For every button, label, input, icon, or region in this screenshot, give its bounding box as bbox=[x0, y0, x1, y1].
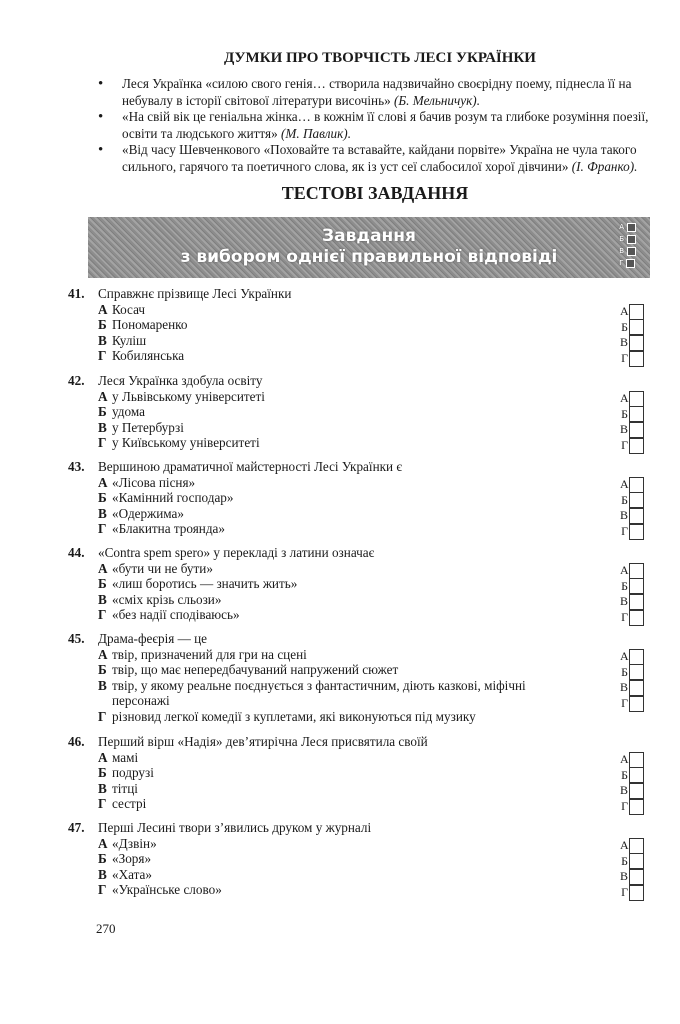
answer-option bbox=[68, 765, 578, 781]
answer-option bbox=[68, 490, 578, 506]
option-letter: Г bbox=[98, 882, 107, 898]
answer-option bbox=[68, 389, 578, 405]
answer-option bbox=[68, 851, 578, 867]
answer-option bbox=[68, 521, 578, 537]
answer-option bbox=[68, 592, 578, 608]
option-letter: Г bbox=[98, 796, 107, 812]
option-text: мамі bbox=[112, 749, 139, 765]
answer-box-letter: Б bbox=[621, 578, 628, 593]
answer-box-letter: Б bbox=[621, 406, 628, 421]
option-text: подрузі bbox=[112, 765, 154, 781]
answer-box-row bbox=[620, 854, 644, 870]
option-letter: Г bbox=[98, 607, 107, 623]
answer-checkbox[interactable] bbox=[629, 524, 644, 540]
option-letter: В bbox=[98, 591, 107, 607]
answer-box-row bbox=[620, 665, 644, 681]
answer-checkbox[interactable] bbox=[629, 319, 644, 335]
option-text: у Львівському університеті bbox=[112, 388, 265, 404]
answer-box-letter: В bbox=[620, 422, 629, 437]
answer-checkbox[interactable] bbox=[629, 335, 644, 351]
answer-box-row bbox=[620, 351, 644, 367]
question bbox=[68, 820, 648, 898]
answer-checkbox[interactable] bbox=[629, 477, 644, 493]
opinions-title: ДУМКИ ПРО ТВОРЧІСТЬ ЛЕСІ УКРАЇНКИ bbox=[224, 50, 536, 66]
answer-checkbox[interactable] bbox=[629, 594, 644, 610]
answer-option bbox=[68, 506, 578, 522]
answer-box-letter: В bbox=[620, 594, 629, 609]
option-text: Кобилянська bbox=[112, 348, 185, 364]
answer-option bbox=[68, 420, 578, 436]
answer-box-row bbox=[620, 438, 644, 454]
answer-box-letter: Г bbox=[621, 350, 628, 365]
quote-text: «Від часу Шевченкового «Поховайте та вставайте, кайдани порвіте» Україна не чула такого сильного, гарячого та поетичного слова, як із уст сеї слабосилої хорої дівчини» bbox=[122, 142, 637, 174]
task-type-banner bbox=[88, 217, 650, 278]
answer-option bbox=[68, 607, 578, 623]
answer-box-row bbox=[620, 477, 644, 493]
answer-box-letter: А bbox=[620, 304, 629, 318]
option-text: різновид легкої комедії з куплетами, які виконуються під музику bbox=[112, 708, 476, 724]
option-text: «Блакитна троянда» bbox=[112, 521, 226, 537]
option-text: Косач bbox=[112, 301, 146, 317]
answer-checkbox[interactable] bbox=[629, 783, 644, 799]
answer-box-row bbox=[620, 752, 644, 768]
answer-box-row bbox=[620, 799, 644, 815]
option-letter: Г bbox=[98, 435, 107, 451]
answer-boxes bbox=[620, 477, 644, 539]
answer-checkbox[interactable] bbox=[629, 853, 644, 869]
answer-box-letter: А bbox=[620, 391, 629, 405]
question bbox=[68, 286, 648, 364]
option-letter: Б bbox=[98, 404, 107, 420]
option-letter: В bbox=[98, 505, 107, 521]
quote-author: (Б. Мельничук). bbox=[394, 92, 480, 108]
answer-box-letter: В bbox=[620, 680, 629, 695]
answer-box-row bbox=[620, 885, 644, 901]
option-text: твір, призначений для гри на сцені bbox=[112, 646, 307, 662]
answer-boxes bbox=[620, 304, 644, 366]
option-letter: В bbox=[98, 419, 107, 435]
answer-boxes bbox=[620, 649, 644, 711]
question-text: Перші Лесині твори з’явились друком у журналі bbox=[98, 820, 372, 835]
option-text: «Одержима» bbox=[112, 505, 184, 521]
option-text: Куліш bbox=[112, 332, 147, 348]
answer-option bbox=[68, 561, 578, 577]
answer-checkbox[interactable] bbox=[629, 492, 644, 508]
option-text: тітці bbox=[112, 780, 138, 796]
quote-text: Леся Українка «силою свого генія… створила надзвичайно своєрідну поему, піднесла її на небувалу в історії світової літератури височінь» bbox=[122, 76, 632, 108]
page-number: 270 bbox=[96, 921, 116, 936]
answer-box-row bbox=[620, 320, 644, 336]
answer-box-row bbox=[620, 407, 644, 423]
question-text: «Contra spem spero» у перекладі з латини означає bbox=[98, 545, 375, 560]
quote-text: «На свій вік це геніальна жінка… в кожнім її слові я бачив розум та глибоке розуміння поезії, освіти та людського життя» bbox=[122, 109, 649, 141]
option-text: «сміх крізь сльози» bbox=[112, 591, 222, 607]
option-letter: Б bbox=[98, 490, 107, 506]
answer-option bbox=[68, 678, 578, 709]
banner-line-2: з вибором однієї правильної відповіді bbox=[180, 247, 558, 267]
answer-option bbox=[68, 317, 578, 333]
option-letter: Б bbox=[98, 662, 107, 678]
answer-box-row bbox=[620, 838, 644, 854]
option-letter: А bbox=[98, 835, 108, 851]
option-text: «Лісова пісня» bbox=[112, 474, 196, 490]
grid-letter: А bbox=[619, 221, 636, 233]
answer-box-letter: В bbox=[620, 783, 629, 798]
option-text: «Дзвін» bbox=[112, 835, 157, 851]
answer-checkbox[interactable] bbox=[629, 838, 644, 854]
option-letter: А bbox=[98, 646, 108, 662]
answer-option bbox=[68, 882, 578, 898]
answer-checkbox[interactable] bbox=[629, 869, 644, 885]
answer-option bbox=[68, 662, 578, 678]
answer-box-letter: А bbox=[620, 752, 629, 766]
answer-box-letter: Г bbox=[621, 437, 628, 452]
answer-checkbox[interactable] bbox=[629, 752, 644, 768]
option-letter: А bbox=[98, 474, 108, 490]
answer-option bbox=[68, 404, 578, 420]
option-letter: Г bbox=[98, 348, 107, 364]
answer-checkbox[interactable] bbox=[629, 696, 644, 712]
option-letter: А bbox=[98, 749, 108, 765]
answer-option bbox=[68, 750, 578, 766]
answer-box-letter: Г bbox=[621, 609, 628, 624]
answer-box-row bbox=[620, 524, 644, 540]
answer-box-row bbox=[620, 335, 644, 351]
answer-box-letter: А bbox=[620, 563, 629, 577]
answer-box-letter: А bbox=[620, 477, 629, 491]
opinion-item bbox=[96, 142, 661, 175]
answer-box-row bbox=[620, 768, 644, 784]
answer-checkbox[interactable] bbox=[629, 680, 644, 696]
option-letter: А bbox=[98, 301, 108, 317]
question bbox=[68, 373, 648, 451]
answer-checkbox[interactable] bbox=[629, 304, 644, 320]
option-text: «бути чи не бути» bbox=[112, 560, 213, 576]
answer-checkbox[interactable] bbox=[629, 406, 644, 422]
quote-author: (І. Франко). bbox=[571, 158, 638, 174]
option-letter: Б bbox=[98, 576, 107, 592]
answer-checkbox[interactable] bbox=[629, 351, 644, 367]
answer-box-letter: Б bbox=[621, 664, 628, 679]
answer-box-row bbox=[620, 508, 644, 524]
answer-checkbox[interactable] bbox=[629, 799, 644, 815]
answer-option bbox=[68, 333, 578, 349]
option-text: удома bbox=[112, 404, 145, 420]
answer-box-letter: Г bbox=[621, 523, 628, 538]
answer-box-letter: В bbox=[620, 335, 629, 350]
answer-box-row bbox=[620, 563, 644, 579]
question-number: 47. bbox=[68, 820, 85, 835]
answer-option bbox=[68, 781, 578, 797]
option-text: «Українське слово» bbox=[112, 882, 222, 898]
grid-letter: В bbox=[619, 245, 636, 257]
answer-option bbox=[68, 796, 578, 812]
answer-boxes bbox=[620, 752, 644, 814]
answer-box-letter: Б bbox=[621, 492, 628, 507]
answer-boxes bbox=[620, 391, 644, 453]
answer-box-letter: Б bbox=[621, 853, 628, 868]
answer-box-row bbox=[620, 579, 644, 595]
answer-box-row bbox=[620, 391, 644, 407]
question-text: Вершиною драматичної майстерності Лесі Українки є bbox=[98, 459, 403, 474]
question-number: 41. bbox=[68, 286, 85, 301]
option-text: «Хата» bbox=[112, 866, 153, 882]
answer-option bbox=[68, 302, 578, 318]
option-text: «Зоря» bbox=[112, 851, 152, 867]
answer-option bbox=[68, 435, 578, 451]
question-text: Леся Українка здобула освіту bbox=[98, 373, 263, 388]
question-text: Драма-феєрія — це bbox=[98, 631, 208, 646]
answer-option bbox=[68, 867, 578, 883]
option-letter: А bbox=[98, 388, 108, 404]
answer-checkbox[interactable] bbox=[629, 438, 644, 454]
question bbox=[68, 459, 648, 537]
option-text: сестрі bbox=[112, 796, 147, 812]
answer-box-row bbox=[620, 680, 644, 696]
tests-title: ТЕСТОВІ ЗАВДАННЯ bbox=[281, 183, 469, 203]
opinion-item bbox=[96, 109, 661, 142]
answer-checkbox[interactable] bbox=[629, 391, 644, 407]
answer-box-row bbox=[620, 493, 644, 509]
answer-boxes bbox=[620, 563, 644, 625]
answer-boxes bbox=[620, 838, 644, 900]
answer-box-row bbox=[620, 649, 644, 665]
answer-checkbox[interactable] bbox=[629, 508, 644, 524]
answer-box-row bbox=[620, 610, 644, 626]
option-text: твір, у якому реальне поєднується з фантастичним, діють казкові, міфічні персонажі bbox=[112, 677, 526, 709]
option-text: «лиш боротись — значить жить» bbox=[112, 576, 298, 592]
question-text: Перший вірш «Надія» дев’ятирічна Леся присвятила своїй bbox=[98, 734, 428, 749]
opinions-list bbox=[96, 76, 661, 175]
answer-box-row bbox=[620, 594, 644, 610]
answer-box-letter: В bbox=[620, 869, 629, 884]
option-text: Пономаренко bbox=[112, 317, 188, 333]
answer-option bbox=[68, 647, 578, 663]
option-letter: В bbox=[98, 332, 107, 348]
option-letter: Б bbox=[98, 765, 107, 781]
answer-option bbox=[68, 836, 578, 852]
answer-box-row bbox=[620, 304, 644, 320]
question bbox=[68, 545, 648, 623]
banner-line-1: Завдання bbox=[322, 226, 416, 246]
question bbox=[68, 734, 648, 812]
option-letter: В bbox=[98, 677, 107, 693]
option-text: у Петербурзі bbox=[112, 419, 184, 435]
answer-checkbox[interactable] bbox=[629, 563, 644, 579]
option-letter: Г bbox=[98, 521, 107, 537]
answer-box-letter: В bbox=[620, 508, 629, 523]
option-letter: Б bbox=[98, 851, 107, 867]
question-text: Справжнє прізвище Лесі Українки bbox=[98, 286, 292, 301]
answer-box-letter: А bbox=[620, 649, 629, 663]
answer-checkbox[interactable] bbox=[629, 767, 644, 783]
answer-option bbox=[68, 475, 578, 491]
answer-box-letter: Г bbox=[621, 695, 628, 710]
answer-checkbox[interactable] bbox=[629, 649, 644, 665]
option-letter: А bbox=[98, 560, 108, 576]
answer-box-letter: Г bbox=[621, 884, 628, 899]
question-number: 46. bbox=[68, 734, 85, 749]
answer-checkbox[interactable] bbox=[629, 610, 644, 626]
question-number: 45. bbox=[68, 631, 85, 646]
answer-checkbox[interactable] bbox=[629, 664, 644, 680]
quote-author: (М. Павлик). bbox=[280, 125, 351, 141]
answer-option bbox=[68, 348, 578, 364]
answer-grid-icon bbox=[619, 221, 636, 269]
option-letter: В bbox=[98, 780, 107, 796]
option-text: твір, що має непередбачуваний напружений сюжет bbox=[112, 662, 399, 678]
answer-checkbox[interactable] bbox=[629, 422, 644, 438]
option-letter: Б bbox=[98, 317, 107, 333]
answer-checkbox[interactable] bbox=[629, 578, 644, 594]
answer-checkbox[interactable] bbox=[629, 885, 644, 901]
answer-option bbox=[68, 576, 578, 592]
answer-box-row bbox=[620, 696, 644, 712]
question-number: 42. bbox=[68, 373, 85, 388]
question-number: 44. bbox=[68, 545, 85, 560]
option-text: «Камінний господар» bbox=[112, 490, 234, 506]
answer-option bbox=[68, 709, 578, 725]
option-letter: В bbox=[98, 866, 107, 882]
question bbox=[68, 631, 648, 725]
answer-box-row bbox=[620, 869, 644, 885]
option-letter: Г bbox=[98, 708, 107, 724]
answer-box-row bbox=[620, 422, 644, 438]
grid-letter: Г bbox=[619, 257, 636, 269]
grid-letter: Б bbox=[619, 233, 636, 245]
answer-box-row bbox=[620, 783, 644, 799]
answer-box-letter: Б bbox=[621, 319, 628, 334]
option-text: у Київському університеті bbox=[112, 435, 260, 451]
opinion-item bbox=[96, 76, 661, 109]
option-text: «без надії сподіваюсь» bbox=[112, 607, 240, 623]
answer-box-letter: Б bbox=[621, 767, 628, 782]
question-number: 43. bbox=[68, 459, 85, 474]
answer-box-letter: Г bbox=[621, 798, 628, 813]
answer-box-letter: А bbox=[620, 838, 629, 852]
